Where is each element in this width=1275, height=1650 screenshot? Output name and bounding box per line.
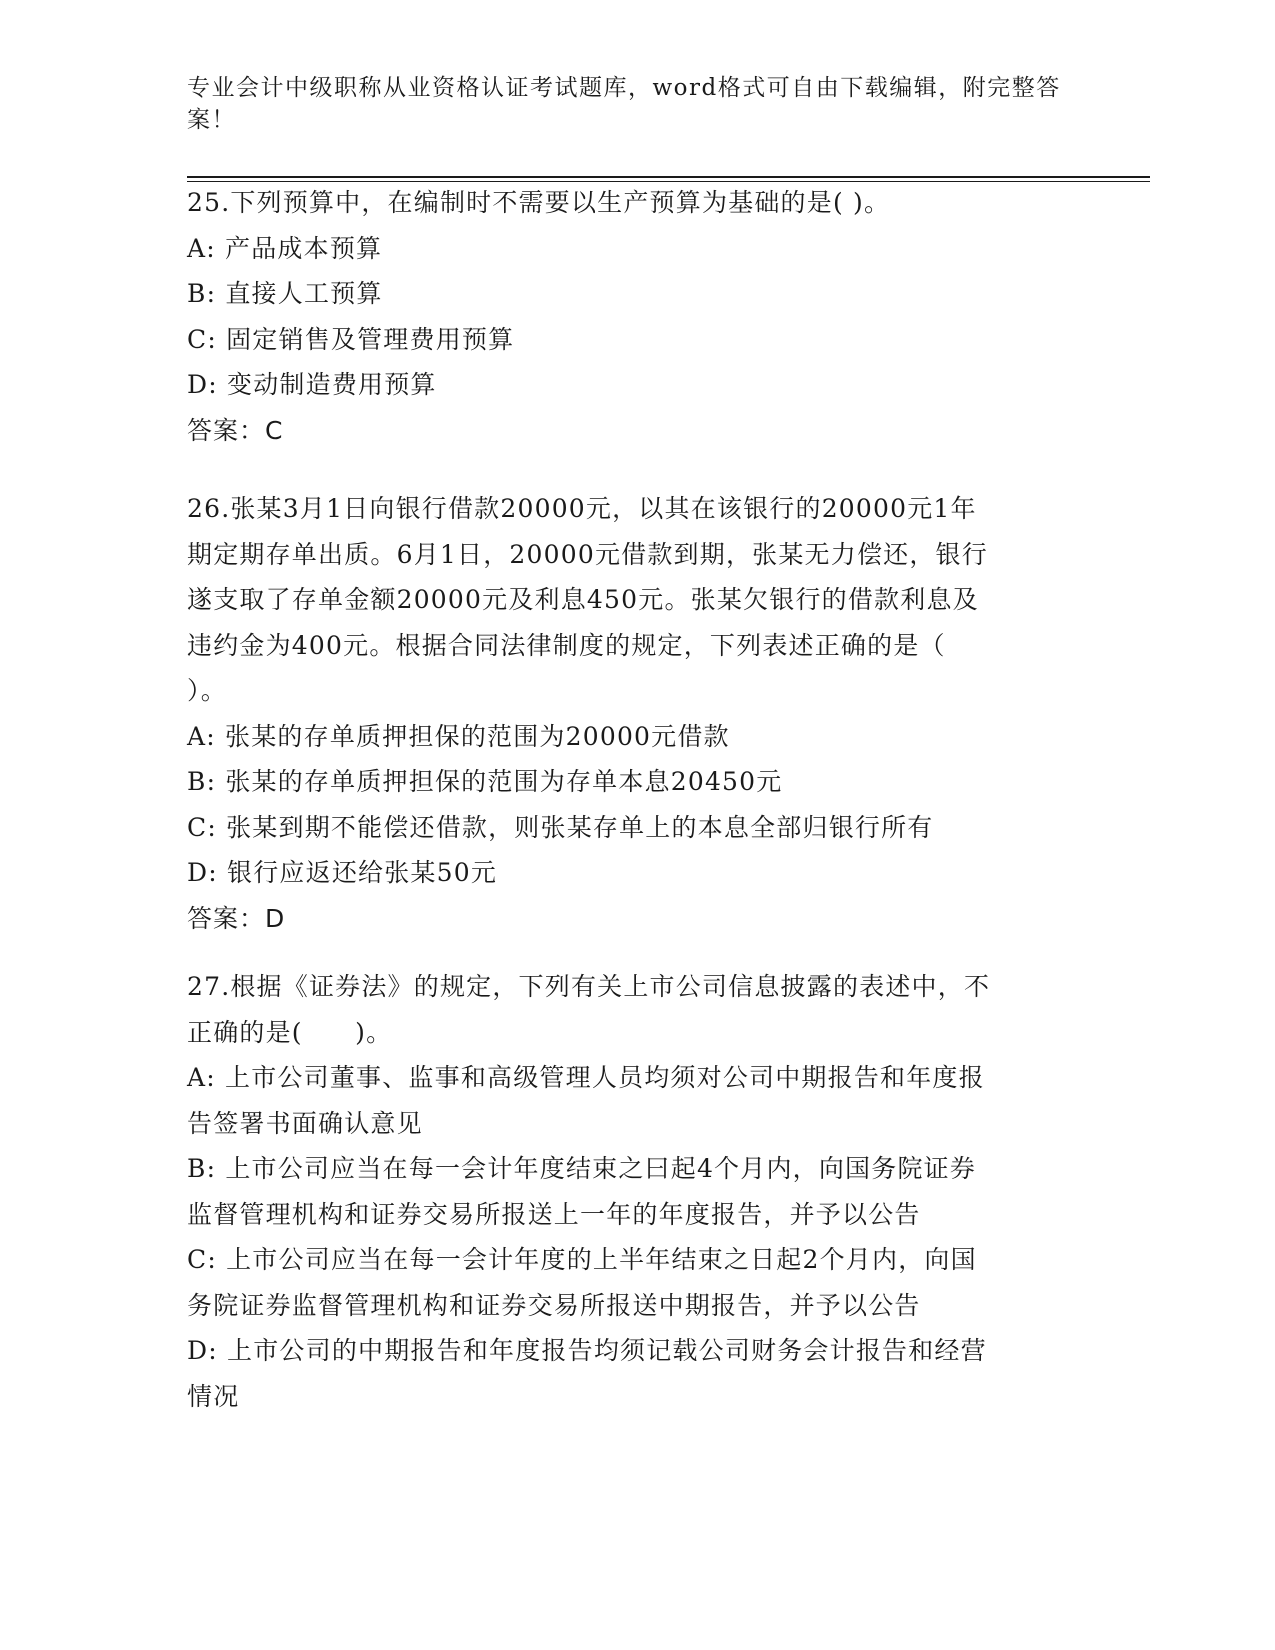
page-header	[187, 72, 1067, 136]
option-c-continued: 务院证券监督管理机构和证券交易所报送中期报告，并予以公告	[187, 1290, 921, 1320]
option-a: A: 上市公司董事、监事和高级管理人员均须对公司中期报告和年度报	[187, 1063, 985, 1092]
question-stem-line: 遂支取了存单金额20000元及利息450元。张某欠银行的借款利息及	[187, 585, 979, 614]
question-27	[187, 964, 1067, 1419]
option-d: D: 变动制造费用预算	[187, 370, 437, 399]
option-d: D: 银行应返还给张某50元	[187, 858, 498, 887]
option-d: D: 上市公司的中期报告和年度报告均须记载公司财务会计报告和经营	[187, 1336, 987, 1365]
option-d-continued: 情况	[187, 1381, 240, 1411]
option-c: C: 上市公司应当在每一会计年度的上半年结束之日起2个月内，向国	[187, 1245, 977, 1274]
question-stem-line: 27.根据《证券法》的规定，下列有关上市公司信息披露的表述中，不	[187, 972, 991, 1001]
question-stem-line: 期定期存单出质。6月1日，20000元借款到期，张某无力偿还，银行	[187, 539, 988, 569]
question-26	[187, 486, 1067, 941]
question-stem: 25.下列预算中，在编制时不需要以生产预算为基础的是( )。	[187, 188, 891, 217]
option-c: C: 固定销售及管理费用预算	[187, 324, 515, 354]
option-a-continued: 告签署书面确认意见	[187, 1108, 423, 1138]
header-line-1: 专业会计中级职称从业资格认证考试题库，word格式可自由下载编辑，附完整答	[187, 75, 1061, 101]
option-b: B: 张某的存单质押担保的范围为存单本息20450元	[187, 767, 783, 796]
option-a: A: 产品成本预算	[187, 233, 383, 263]
question-25	[187, 180, 1067, 453]
answer-label: 答案：C	[187, 415, 284, 445]
question-stem-line: 违约金为400元。根据合同法律制度的规定，下列表述正确的是（	[187, 630, 946, 660]
option-b: B: 直接人工预算	[187, 279, 383, 308]
question-stem-line: ）。	[187, 676, 227, 705]
option-a: A: 张某的存单质押担保的范围为20000元借款	[187, 721, 730, 751]
option-c: C: 张某到期不能偿还借款，则张某存单上的本息全部归银行所有	[187, 812, 934, 842]
question-stem-line: 正确的是( )。	[187, 1017, 393, 1047]
answer-label: 答案：D	[187, 903, 286, 933]
header-divider-thick	[187, 176, 1150, 178]
option-b-continued: 监督管理机构和证券交易所报送上一年的年度报告，并予以公告	[187, 1199, 921, 1229]
option-b: B: 上市公司应当在每一会计年度结束之曰起4个月内，向国务院证券	[187, 1154, 977, 1183]
question-stem-line: 26.张某3月1日向银行借款20000元，以其在该银行的20000元1年	[187, 494, 977, 523]
header-line-2: 案！	[187, 107, 236, 133]
